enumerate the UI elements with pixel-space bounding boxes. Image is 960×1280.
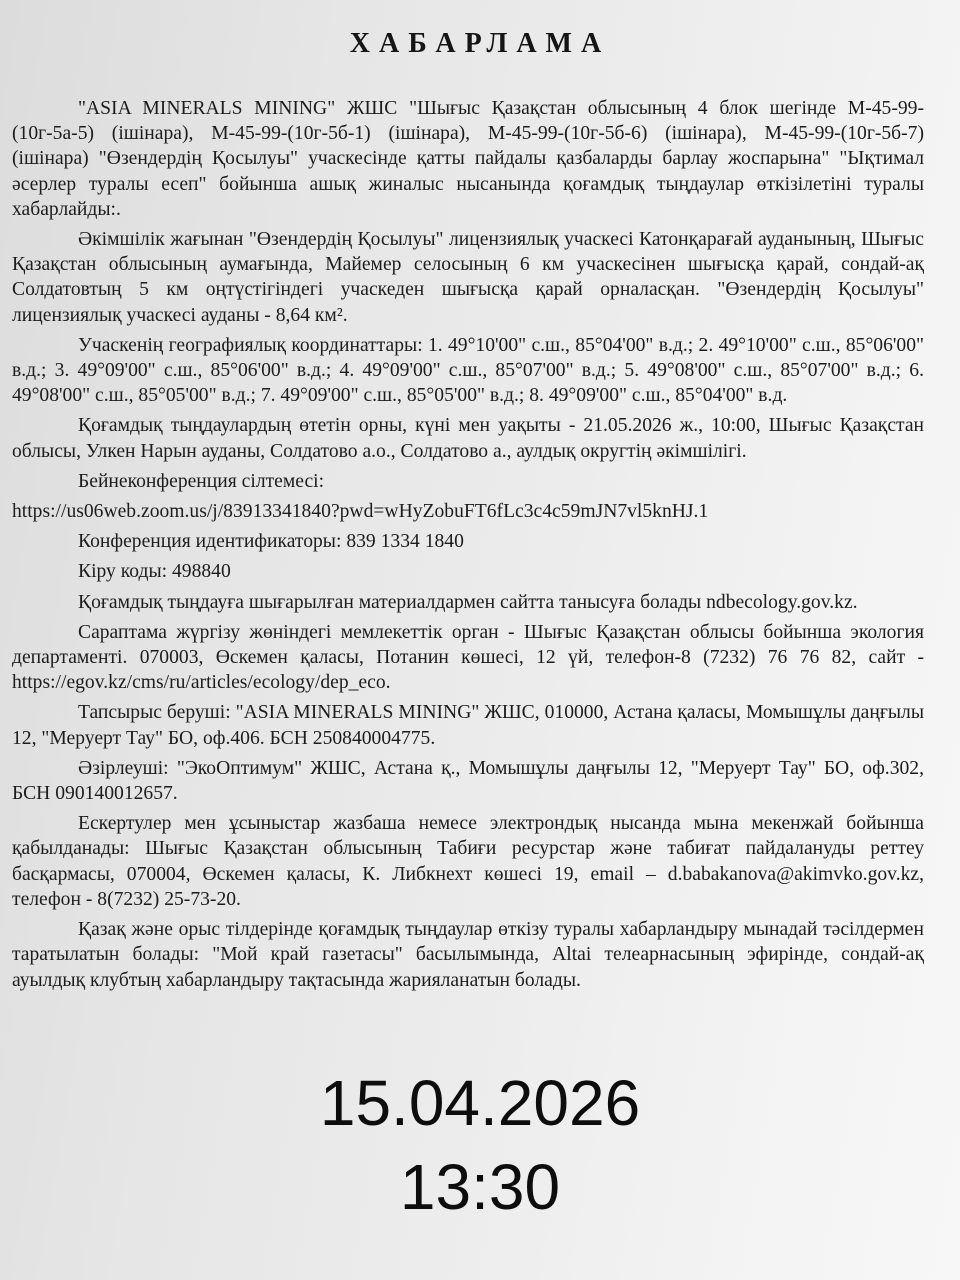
paragraph-videoconference-label: Бейнеконференция сілтемесі: (78, 470, 325, 492)
timestamp-time: 13:30 (399, 1151, 561, 1223)
paragraph-coordinates: Учаскенің географиялық координаттары: 1. 49°10'00" с.ш., 85°04'00" в.д.; 2. 49°10'00" с.ш., 85°06'00" в.д.; 3. 49°09'00" с.ш., 85°06'00" в.д.; 4. 49°09'00" с.ш., 85°07'00" в.д.; 5. 49°08'00" с.ш., 85°07'00" в.д.; 6. 49°08'00" с.ш., 85°05'00" в.д.; 7. 49°09'00" с.ш., 85°05'00" в.д.; 8. 49°09'00" с.ш., 85°04'00" в.д. (12, 334, 924, 407)
document-title: ХАБАРЛАМА (349, 28, 611, 59)
access-code: Кіру коды: 498840 (78, 561, 231, 583)
paragraph-expertise-authority: Сараптама жүргізу жөніндегі мемлекеттік орган - Шығыс Қазақстан облысы бойынша экология департаменті. 070003, Өскемен қаласы, Потанин көшесі, 12 үй, телефон-8 (7232) 76 76 82, сайт - https://egov.kz/cms/ru/articles/ecology/dep_eco. (12, 621, 924, 694)
paragraph-announcement: "ASIA MINERALS MINING" ЖШС "Шығыс Қазақстан облысының 4 блок шегінде М-45-99- (10г-5а-5) (ішінара), М-45-99-(10г-5б-1) (ішінара), М-45-99-(10г-5б-6) (ішінара), М-45-99-(10г-5б-7) (ішінара) "Өзендердің Қосылуы" учаскесінде қатты пайдалы қазбаларды барлау жоспарына" "Ықтимал әсерлер туралы есеп" бойынша ашық жиналыс нысанында қоғамдық тыңдаулар өткізілетіні туралы хабарлайды:. (12, 98, 924, 220)
timestamp-date: 15.04.2026 (319, 1067, 641, 1139)
paragraph-distribution: Қазақ және орыс тілдерінде қоғамдық тыңдаулар өткізу туралы хабарландыру мынадай тәсілдермен таратылатын болады: "Мой край газетасы" басылымында, Altai телеарнасының эфирінде, сондай-ақ ауылдық клубтың хабарландыру тақтасында жарияланатын болады. (12, 919, 924, 991)
paragraph-location: Әкімшілік жағынан "Өзендердің Қосылуы" лицензиялық учаскесі Катонқарағай ауданының, Шығыс Қазақстан облысының аумағында, Майемер селосының 6 км учаскесінен шығысқа қарай, сондай-ақ Солдатовтың 5 км оңтүстігіндегі учаскеден шығысқа қарай орналасқан. "Өзендердің Қосылуы" лицензиялық учаскесі ауданы - 8,64 км². (12, 229, 924, 326)
document-body (12, 96, 924, 998)
paragraph-materials-site: Қоғамдық тыңдауға шығарылған материалдармен сайтта танысуға болады ndbecology.gov.kz. (78, 591, 858, 613)
videoconference-link[interactable]: https://us06web.zoom.us/j/83913341840?pwd=wHyZobuFT6fLc3c4c59mJN7vl5knHJ.1 (12, 501, 709, 523)
paragraph-comments: Ескертулер мен ұсыныстар жазбаша немесе электрондық нысанда мына мекенжай бойынша қабылданады: Шығыс Қазақстан облысының Табиғи ресурстар және табиғат пайдалануды реттеу басқармасы, 070004, Өскемен қаласы, К. Либкнехт көшесі 19, email – d.babakanova@akimvko.gov.kz, телефон - 8(7232) 25-73-20. (12, 813, 924, 910)
conference-id: Конференция идентификаторы: 839 1334 1840 (78, 531, 464, 553)
paragraph-developer: Әзірлеуші: "ЭкоОптимум" ЖШС, Астана қ., Момышұлы даңғылы 12, "Меруерт Тау" БО, оф.302, БСН 090140012657. (12, 757, 924, 805)
paragraph-customer: Тапсырыс беруші: "ASIA MINERALS MINING" ЖШС, 010000, Астана қаласы, Момышұлы даңғылы 12, "Меруерт Тау" БО, оф.406. БСН 250840004775. (12, 702, 924, 749)
paragraph-hearing-time-place: Қоғамдық тыңдаулардың өтетін орны, күні мен уақыты - 21.05.2026 ж., 10:00, Шығыс Қазақстан облысы, Улкен Нарын ауданы, Солдатово а.о., Солдатово а., аулдық округтің әкімшілігі. (12, 415, 924, 462)
